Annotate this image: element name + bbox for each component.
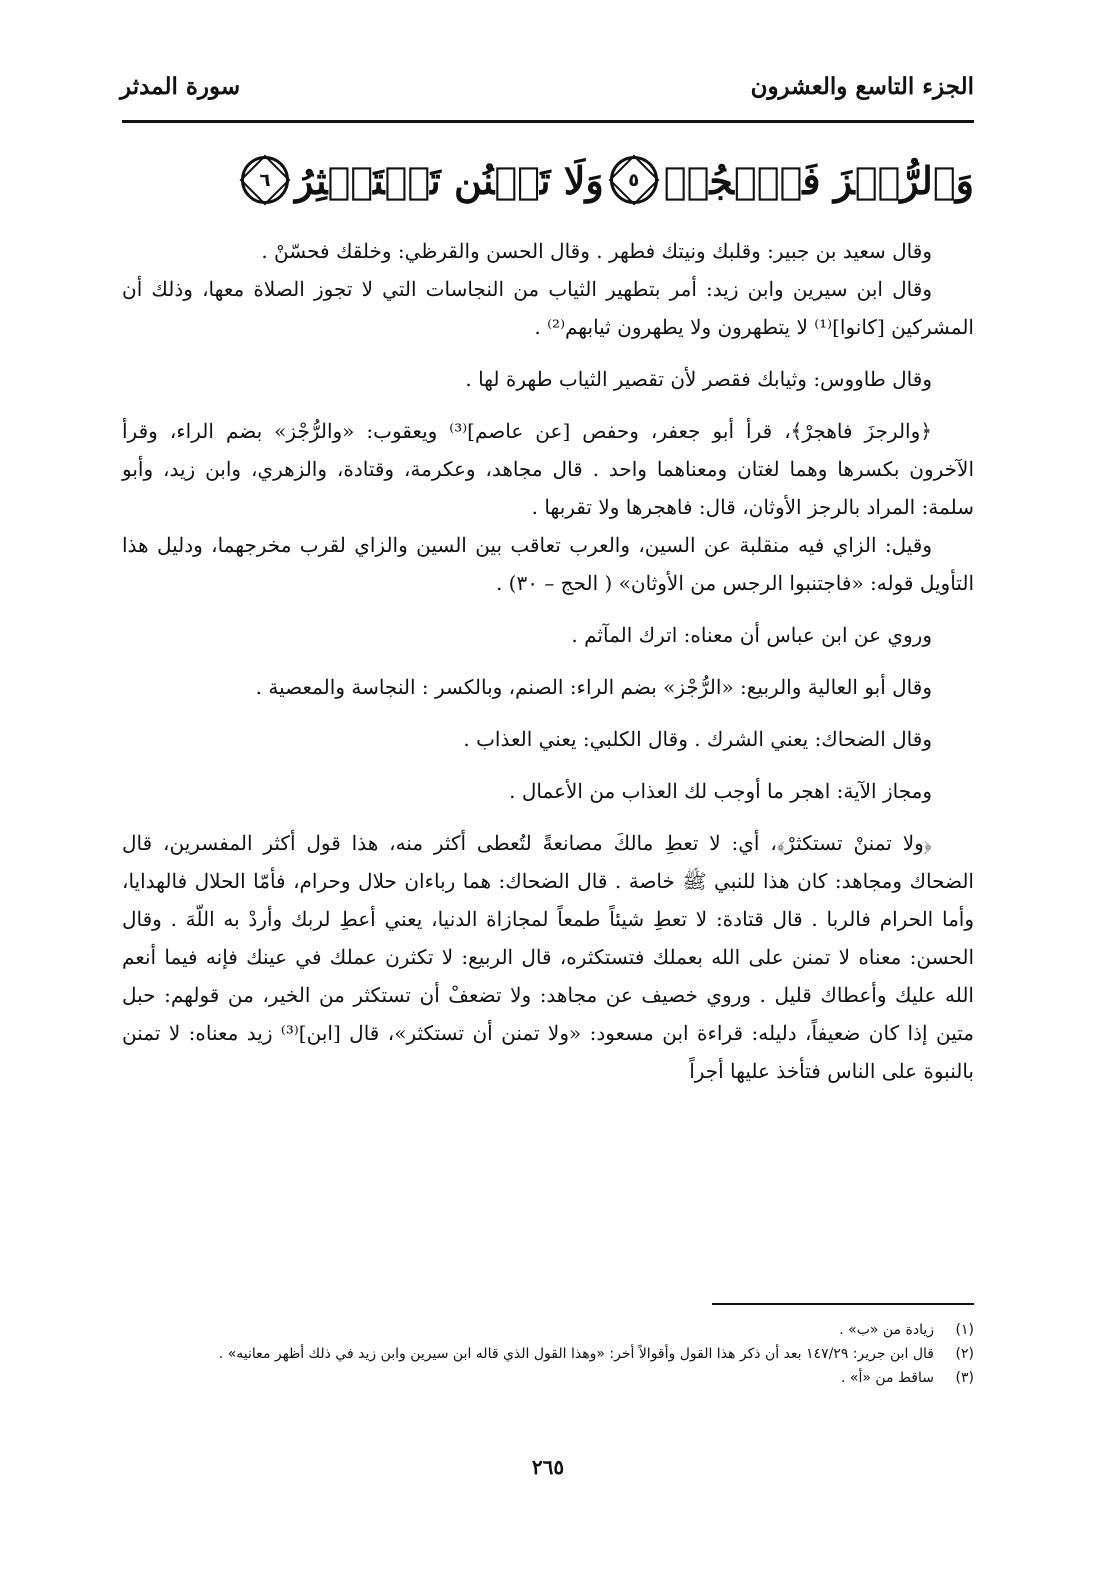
surah-title: سورة المدثر bbox=[120, 72, 241, 100]
verse-segment: وَٱلرُّجۡزَ فَٱهۡجُرۡ bbox=[663, 157, 974, 203]
commentary-body bbox=[122, 232, 974, 1090]
verse-segment: وَلَا تَمۡنُن تَسۡتَكۡثِرُ bbox=[295, 157, 604, 203]
paragraph: وقال أبو العالية والربيع: «الرُّجْز» بضم الراء: الصنم، وبالكسر : النجاسة والمعصية . bbox=[255, 675, 932, 699]
ayah-number: ٦ bbox=[259, 169, 271, 191]
ayah-number: ٥ bbox=[628, 169, 640, 191]
paragraph: وقال ابن سيرين وابن زيد: أمر بتطهير الثياب من النجاسات التي لا تجوز الصلاة معها، وذلك أن المشركين [كانوا]⁽¹⁾ لا يتطهرون ولا يطهرون ثيابهم⁽²⁾ . bbox=[122, 277, 974, 339]
footnote-number: (٢) bbox=[955, 1346, 974, 1362]
quran-verse bbox=[122, 140, 974, 220]
ayah-marker-icon bbox=[610, 156, 658, 204]
ayah-marker-icon bbox=[241, 156, 289, 204]
footnote-rule bbox=[712, 1303, 974, 1305]
header-rule bbox=[122, 120, 974, 123]
footnote-number: (٣) bbox=[955, 1370, 974, 1386]
footnotes bbox=[122, 1318, 974, 1390]
paragraph: ومجاز الآية: اهجر ما أوجب لك العذاب من الأعمال . bbox=[509, 779, 932, 803]
paragraph: وقال طاووس: وثيابك فقصر لأن تقصير الثياب طهرة لها . bbox=[465, 367, 932, 391]
paragraph: وقال الضحاك: يعني الشرك . وقال الكلبي: يعني العذاب . bbox=[463, 727, 932, 751]
part-title: الجزء التاسع والعشرون bbox=[750, 72, 974, 100]
footnote bbox=[122, 1366, 974, 1390]
footnote-text: قال ابن جرير: ١٤٧/٢٩ بعد أن ذكر هذا القول وأقوالاً أخر: «وهذا القول الذي قاله ابن سيرين وابن زيد في ذلك أظهر معانيه» . bbox=[218, 1346, 934, 1362]
footnote-text: زيادة من «ب» . bbox=[839, 1322, 934, 1338]
paragraph: وروي عن ابن عباس أن معناه: اترك المآثم . bbox=[571, 623, 932, 647]
footnote-number: (١) bbox=[955, 1322, 974, 1338]
footnote bbox=[122, 1342, 974, 1366]
paragraph: وقيل: الزاي فيه منقلبة عن السين، والعرب تعاقب بين السين والزاي لقرب مخرجهما، ودليل هذا التأويل قوله: «فاجتنبوا الرجس من الأوثان» ( الحج – ٣٠) . bbox=[122, 533, 974, 595]
footnote bbox=[122, 1318, 974, 1342]
paragraph: ﴿ولا تمننْ تستكثرْ﴾، أي: لا تعطِ مالكَ مصانعةً لتُعطى أكثر منه، هذا قول أكثر المفسرين، قال الضحاك ومجاهد: كان هذا للنبي ﷺ خاصة . قال الضحاك: هما رباءان حلال وحرام، فأمّا الحلال فالهدايا، وأما الحرام فالربا . قال قتادة: لا تعطِ شيئاً طمعاً لمجازاة الدنيا، يعني أعطِ لربك وأردْ به اللّهَ . وقال الحسن: معناه لا تمنن على الله بعملك فتستكثره، قال الربيع: لا تكثرن عملك في عينك فإنه فيما أنعم الله عليك وأعطاك قليل . وروي خصيف عن مجاهد: ولا تضعفْ أن تستكثر من الخير، من قولهم: حبل متين إذا كان ضعيفاً، دليله: قراءة ابن مسعود: «ولا تمنن أن تستكثر»، قال [ابن]⁽³⁾ زيد معناه: لا تمنن بالنبوة على الناس فتأخذ عليها أجراً bbox=[122, 831, 974, 1083]
paragraph: ﴿والرجزَ فاهجرْ﴾، قرأ أبو جعفر، وحفص [عن عاصم]⁽³⁾ ويعقوب: «والرُّجْز» بضم الراء، وقرأ الآخرون بكسرها وهما لغتان ومعناهما واحد . قال مجاهد، وعكرمة، وقتادة، والزهري، وابن زيد، وأبو سلمة: المراد بالرجز الأوثان، قال: فاهجرها ولا تقربها . bbox=[122, 419, 974, 519]
footnote-text: ساقط من «أ» . bbox=[841, 1370, 934, 1386]
paragraph: وقال سعيد بن جبير: وقلبك ونيتك فطهر . وقال الحسن والقرظي: وخلقك فحسّنْ . bbox=[261, 239, 932, 263]
page-number: ٢٦٥ bbox=[531, 1455, 565, 1479]
running-head bbox=[120, 66, 974, 106]
